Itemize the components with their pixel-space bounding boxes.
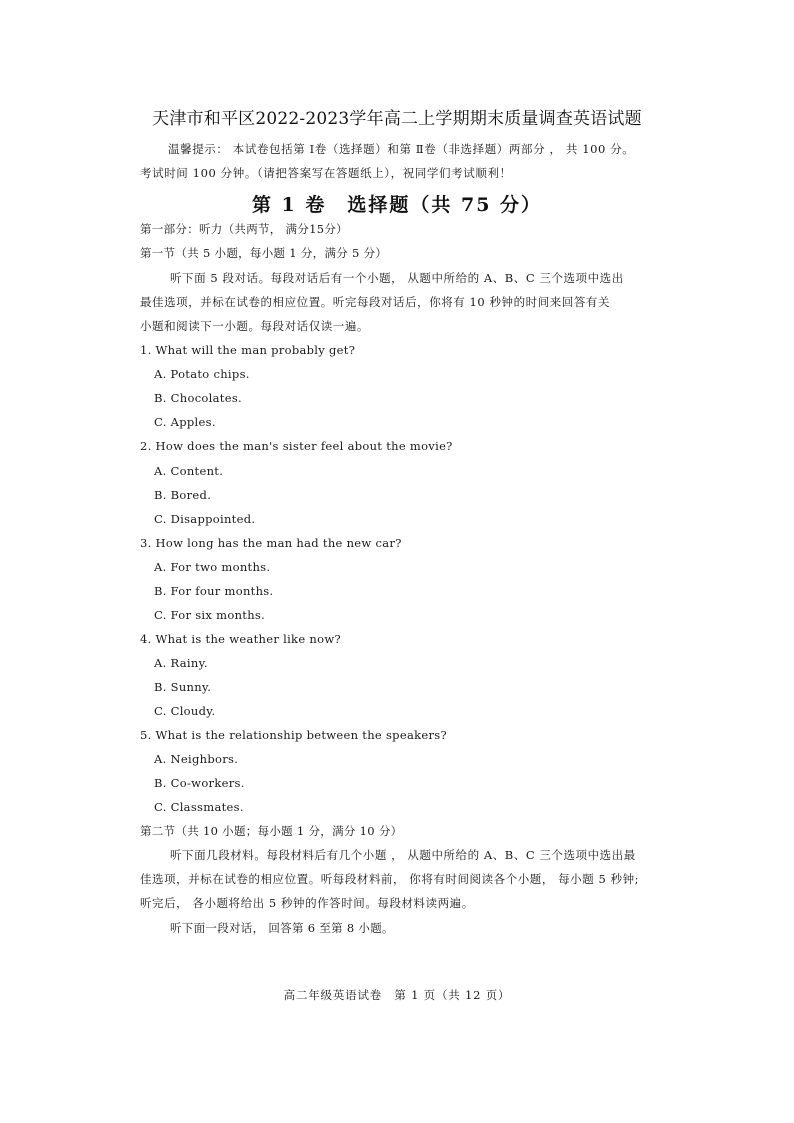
instruction-line: 听下面 5 段对话。每段对话后有一个小题， 从题中所给的 A、B、C 三个选项中选出 [170,271,624,285]
question-stem: 4. What is the weather like now? [140,632,341,646]
instruction-line: 听完后， 各小题将给出 5 秒钟的作答时间。每段材料读两遍。 [140,896,474,910]
question-stem: 3. How long has the man had the new car? [140,536,402,550]
section2-heading: 第二节（共 10 小题；每小题 1 分，满分 10 分） [140,824,403,838]
answer-option: A. For two months. [154,560,271,574]
answer-option: B. Bored. [154,488,212,502]
question-stem: 2. How does the man's sister feel about the movie? [140,439,453,453]
question-stem: 1. What will the man probably get? [140,343,356,357]
notice-line-1: 温馨提示： 本试卷包括第 Ⅰ卷（选择题）和第 Ⅱ卷（非选择题）两部分 ， 共 100 分。 [168,142,635,156]
exam-notice [140,137,690,185]
section1-heading: 第一节（共 5 小题，每小题 1 分，满分 5 分） [140,246,388,260]
answer-option: C. Cloudy. [154,704,216,718]
answer-option: B. For four months. [154,584,274,598]
section2-instructions [140,843,688,915]
instruction-line: 听下面几段材料。每段材料后有几个小题 ， 从题中所给的 A、B、C 三个选项中选出最 [170,848,636,862]
page-footer: 高二年级英语试卷 第 1 页（共 12 页） [283,988,511,1002]
document-title: 天津市和平区2022-2023学年高二上学期期末质量调查英语试题 [152,109,642,129]
answer-option: B. Chocolates. [154,391,242,405]
answer-option: C. For six months. [154,608,266,622]
section-title: 第 1 卷 选择题（共 75 分） [251,194,543,216]
question-stem: 5. What is the relationship between the speakers? [140,728,447,742]
notice-line-2: 考试时间 100 分钟。（请把答案写在答题纸上），祝同学们考试顺利！ [140,166,512,180]
answer-option: C. Disappointed. [154,512,256,526]
section1-instructions [140,266,688,338]
dialogue-note: 听下面一段对话， 回答第 6 至第 8 小题。 [170,921,394,935]
part-heading: 第一部分：听力（共两节， 满分15分） [140,222,348,236]
answer-option: C. Apples. [154,415,216,429]
answer-option: A. Rainy. [154,656,208,670]
answer-option: B. Sunny. [154,680,212,694]
answer-option: C. Classmates. [154,800,244,814]
instruction-line: 佳选项，并标在试卷的相应位置。听每段材料前， 你将有时间阅读各个小题， 每小题 5 秒钟; [140,872,640,886]
answer-option: A. Content. [154,464,224,478]
answer-option: A. Potato chips. [154,367,250,381]
answer-option: B. Co-workers. [154,776,245,790]
instruction-line: 最佳选项，并标在试卷的相应位置。听完每段对话后，你将有 10 秒钟的时间来回答有关 [140,295,610,309]
answer-option: A. Neighbors. [154,752,239,766]
instruction-line: 小题和阅读下一小题。每段对话仅读一遍。 [140,319,369,333]
